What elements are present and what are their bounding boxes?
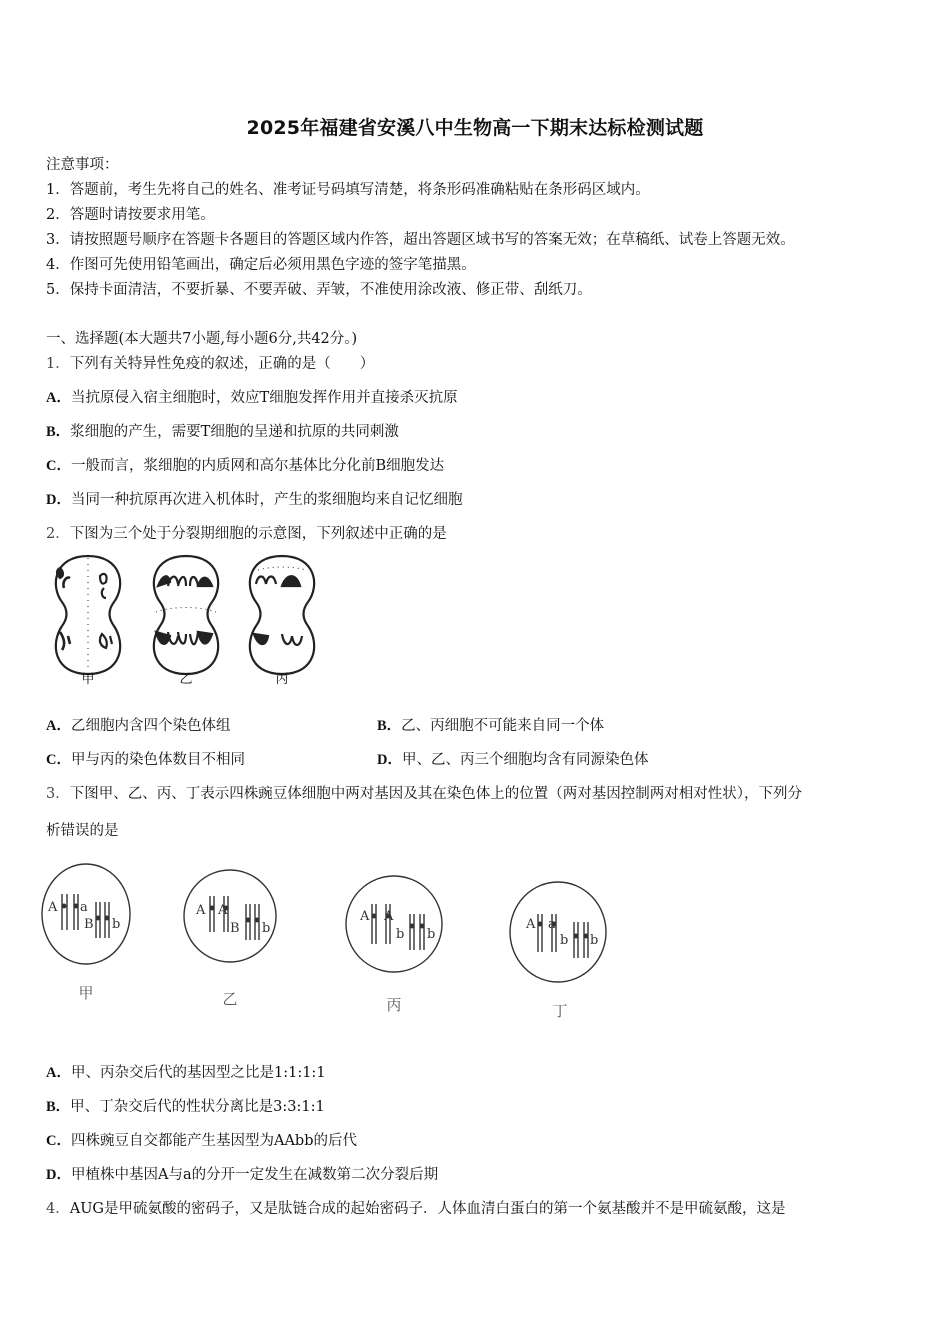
option-text: 乙、丙细胞不可能来自同一个体: [401, 718, 605, 734]
option-text: 乙细胞内含四个染色体组: [70, 718, 231, 734]
option-label: D．: [377, 752, 402, 768]
question-1-stem: [46, 352, 374, 373]
figure-label-yi: 乙: [222, 990, 238, 1008]
option-text: 四株豌豆自交都能产生基因型为AAbb的后代: [70, 1133, 357, 1149]
gene-label: a: [548, 917, 556, 932]
question-4-stem: [46, 1197, 786, 1218]
q1-option-c: [46, 454, 444, 475]
option-text: 甲与丙的染色体数目不相同: [70, 752, 245, 768]
figure-label-yi: 乙: [179, 672, 193, 687]
figure-label-bing: 丙: [275, 672, 289, 687]
option-label: C．: [46, 1133, 71, 1149]
notice-heading: 注意事项：: [46, 157, 119, 173]
q2-option-d: [377, 748, 648, 769]
section-heading: 一、选择题(本大题共7小题,每小题6分,共42分。): [46, 331, 358, 347]
option-label: D．: [46, 492, 71, 508]
page-title: 2025年福建省安溪八中生物高一下期末达标检测试题: [246, 117, 704, 139]
gene-label: A: [196, 903, 206, 918]
notice-item: 4．作图可先使用铅笔画出，确定后必须用黑色字迹的签字笔描黑。: [46, 257, 476, 273]
option-text: 甲、丙杂交后代的基因型之比是1:1:1:1: [70, 1065, 326, 1081]
question-2-stem: [46, 522, 447, 543]
gene-label: B: [84, 917, 94, 932]
question-number: 1．: [46, 356, 70, 372]
gene-label: A: [526, 917, 536, 932]
q1-option-d: [46, 488, 462, 509]
option-text: 甲植株中基因A与a的分开一定发生在减数第二次分裂后期: [70, 1167, 439, 1183]
option-text: 当抗原侵入宿主细胞时，效应T细胞发挥作用并直接杀灭抗原: [70, 390, 458, 406]
figure-label-ding: 丁: [552, 1002, 568, 1020]
gene-position-figure: [40, 858, 620, 1026]
gene-label: b: [560, 933, 569, 948]
option-label: C．: [46, 752, 71, 768]
gene-label: a: [80, 900, 88, 915]
q1-option-a: [46, 386, 458, 407]
question-number: 4．: [46, 1201, 70, 1217]
cell-ding-genes: [510, 882, 606, 982]
option-text: 当同一种抗原再次进入机体时，产生的浆细胞均来自记忆细胞: [70, 492, 463, 508]
q3-option-a: [46, 1061, 326, 1082]
option-text: 甲、乙、丙三个细胞均含有同源染色体: [401, 752, 649, 768]
option-text: 浆细胞的产生，需要T细胞的呈递和抗原的共同刺激: [70, 424, 399, 440]
gene-label: b: [427, 927, 436, 942]
figure-label-jia: 甲: [78, 984, 94, 1002]
notice-item: 5．保持卡面清洁，不要折暴、不要弄破、弄皱，不准使用涂改液、修正带、刮纸刀。: [46, 282, 592, 298]
gene-label: b: [112, 917, 121, 932]
question-3-stem: [46, 782, 802, 803]
cell-bing: [250, 556, 314, 674]
gene-label: A: [360, 909, 370, 924]
question-3-stem-cont: 析错误的是: [46, 823, 119, 839]
cell-bing-genes: [346, 876, 442, 972]
cell-jia: [56, 556, 120, 674]
question-number: 3．: [46, 786, 70, 802]
figure-label-bing: 丙: [386, 996, 402, 1014]
option-label: D．: [46, 1167, 71, 1183]
gene-label: b: [590, 933, 599, 948]
figure-label-jia: 甲: [81, 672, 95, 687]
gene-label: A: [48, 900, 58, 915]
question-text: 下图为三个处于分裂期细胞的示意图，下列叙述中正确的是: [69, 526, 447, 542]
option-text: 甲、丁杂交后代的性状分离比是3:3:1:1: [70, 1099, 325, 1115]
q3-option-b: [46, 1095, 325, 1116]
cell-yi: [154, 556, 218, 674]
gene-label: b: [262, 921, 271, 936]
gene-label: A: [384, 909, 394, 924]
question-text: 下图甲、乙、丙、丁表示四株豌豆体细胞中两对基因及其在染色体上的位置（两对基因控制两对相对性状），下列分: [69, 786, 802, 802]
option-label: A．: [46, 718, 71, 734]
notice-item: 2．答题时请按要求用笔。: [46, 207, 215, 223]
notice-item: 1．答题前，考生先将自己的姓名、准考证号码填写清楚，将条形码准确粘贴在条形码区域内。: [46, 182, 650, 198]
q2-option-c: [46, 748, 245, 769]
option-label: A．: [46, 1065, 71, 1081]
option-label: B．: [46, 1099, 71, 1115]
cell-division-figure: [44, 552, 324, 688]
question-number: 2．: [46, 526, 70, 542]
option-text: 一般而言，浆细胞的内质网和高尔基体比分化前B细胞发达: [70, 458, 445, 474]
gene-label: A: [218, 903, 228, 918]
option-label: A．: [46, 390, 71, 406]
q2-option-a: [46, 714, 230, 735]
option-label: B．: [46, 424, 71, 440]
q3-option-c: [46, 1129, 357, 1150]
option-label: B．: [377, 718, 402, 734]
q3-option-d: [46, 1163, 438, 1184]
option-label: C．: [46, 458, 71, 474]
q1-option-b: [46, 420, 399, 441]
notice-item: 3．请按照题号顺序在答题卡各题目的答题区域内作答，超出答题区域书写的答案无效；在草稿纸、试卷上答题无效。: [46, 232, 795, 248]
gene-label: b: [396, 927, 405, 942]
question-text: 下列有关特异性免疫的叙述，正确的是（ ）: [69, 356, 375, 372]
q2-option-b: [377, 714, 604, 735]
gene-label: B: [230, 921, 240, 936]
question-text: AUG是甲硫氨酸的密码子，又是肽链合成的起始密码子．人体血清白蛋白的第一个氨基酸并不是甲硫氨酸，这是: [69, 1201, 786, 1217]
